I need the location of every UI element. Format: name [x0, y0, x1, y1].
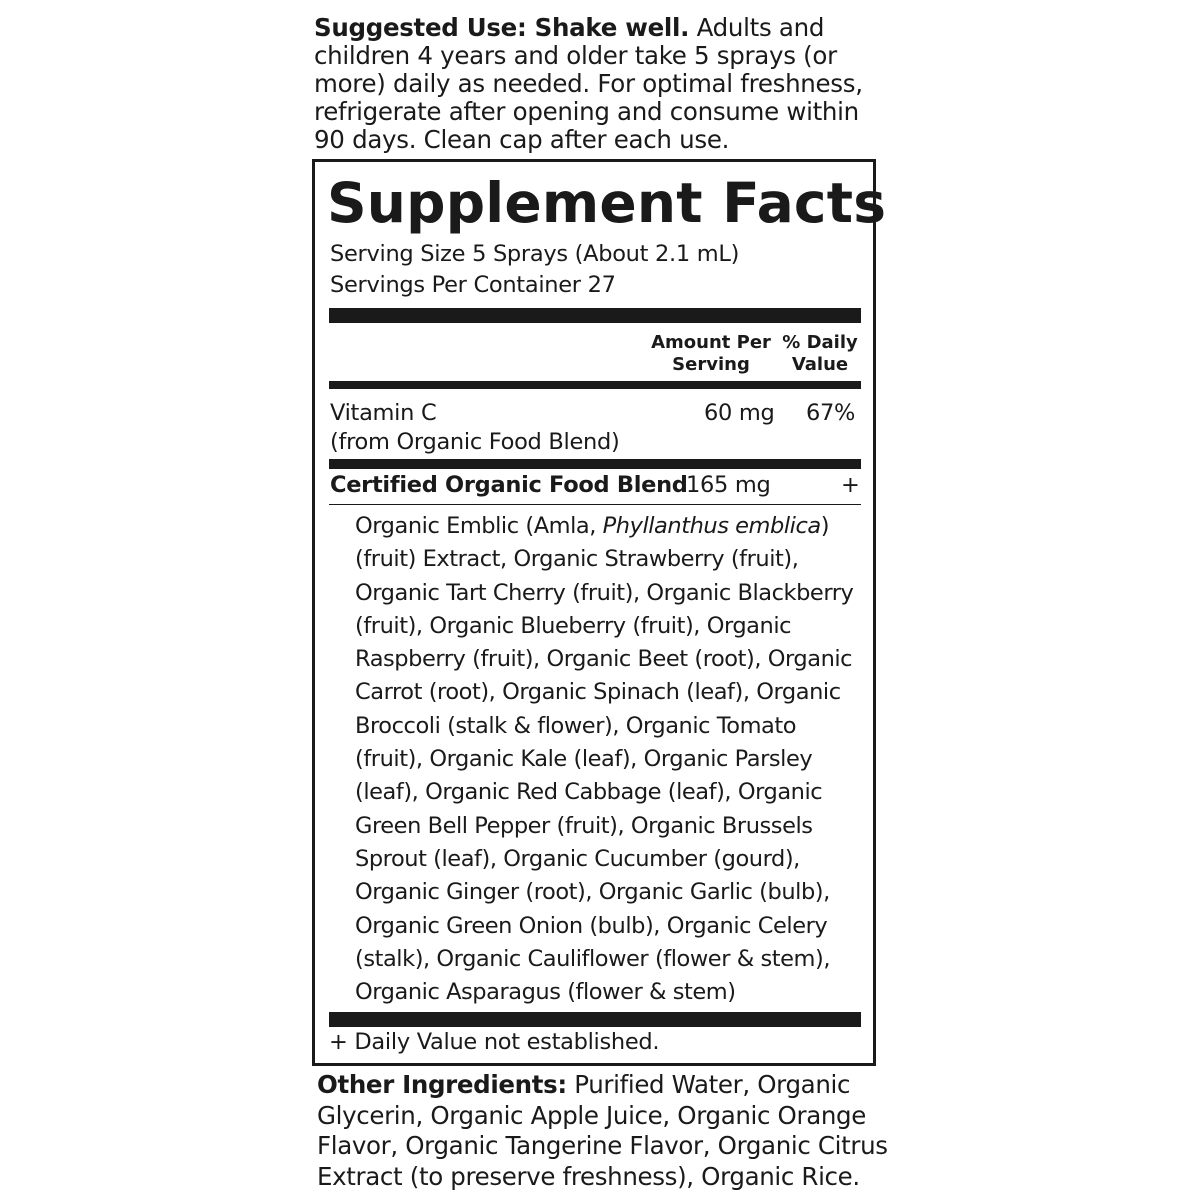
vitamin-c-name: Vitamin C — [330, 400, 437, 426]
ingredient-line: Organic Green Onion (bulb), Organic Celery — [355, 912, 828, 939]
blend-amount: 165 mg — [686, 472, 771, 498]
ingredient-line: Carrot (root), Organic Spinach (leaf), Organic — [355, 679, 841, 706]
ingredient-line: Organic Ginger (root), Organic Garlic (bulb), — [355, 879, 830, 906]
footnote: + Daily Value not established. — [329, 1029, 660, 1055]
col-header-amount — [648, 332, 774, 376]
vitamin-c-dv: 67% — [806, 400, 856, 426]
supplement-facts-panel — [312, 159, 887, 1066]
serving-size: Serving Size 5 Sprays (About 2.1 mL) — [330, 241, 740, 267]
vitamin-c-amount: 60 mg — [704, 400, 775, 426]
ingredient-line: (fruit) Extract, Organic Strawberry (fruit), — [355, 546, 799, 573]
col-header-amount-line1: Amount Per — [651, 332, 771, 353]
other-ingredients-line: Flavor, Organic Tangerine Flavor, Organic Citrus — [317, 1131, 888, 1160]
ingredient-line: Green Bell Pepper (fruit), Organic Brussels — [355, 812, 813, 839]
blend-ingredients — [355, 510, 865, 1009]
thick-divider-top — [329, 308, 861, 323]
other-ingredients — [317, 1070, 887, 1192]
blend-divider — [329, 504, 861, 505]
other-ingredients-line: Glycerin, Organic Apple Juice, Organic Orange — [317, 1100, 866, 1130]
suggested-use — [314, 14, 884, 154]
ingredient-line: (stalk), Organic Cauliflower (flower & stem), — [355, 945, 831, 972]
panel-title: Supplement Facts — [327, 171, 887, 235]
blend-dv: + — [841, 472, 860, 498]
ingredient-line: Raspberry (fruit), Organic Beet (root), Organic — [355, 646, 853, 673]
thick-divider-bottom — [329, 1012, 861, 1027]
ingredient-line-text: Organic Emblic (Amla, — [355, 513, 603, 539]
ingredient-line: Sprout (leaf), Organic Cucumber (gourd), — [355, 845, 800, 872]
latin-name: Phyllanthus emblica — [602, 513, 821, 539]
col-header-amount-line2: Serving — [672, 354, 750, 375]
ingredient-line — [355, 510, 865, 543]
thick-divider-middle — [329, 459, 861, 469]
servings-per-container: Servings Per Container 27 — [330, 272, 616, 298]
medium-divider — [329, 381, 861, 389]
ingredient-line: (fruit), Organic Kale (leaf), Organic Parsley — [355, 746, 813, 773]
other-ingredients-line — [317, 1070, 887, 1101]
other-ingredients-text: Purified Water, Organic — [566, 1070, 851, 1099]
other-ingredients-label: Other Ingredients: — [317, 1070, 567, 1099]
latin-close: ) — [820, 513, 830, 539]
blend-name: Certified Organic Food Blend — [330, 472, 688, 498]
suggested-use-label: Suggested Use: Shake well. — [314, 13, 690, 42]
ingredient-line: Organic Asparagus (flower & stem) — [355, 979, 736, 1006]
vitamin-c-source: (from Organic Food Blend) — [330, 429, 620, 455]
col-header-dv — [777, 332, 863, 376]
ingredient-line: Broccoli (stalk & flower), Organic Tomato — [355, 712, 797, 739]
suggested-use-text: Adults and children 4 years and older take 5 sprays (or more) daily as needed. For optimal freshness, refrigerate after opening and consume within 90 days. Clean cap after each use. — [314, 13, 863, 154]
other-ingredients-line: Extract (to preserve freshness), Organic Rice. — [317, 1161, 860, 1191]
ingredient-line: (fruit), Organic Blueberry (fruit), Organic — [355, 612, 792, 639]
ingredient-line: (leaf), Organic Red Cabbage (leaf), Organic — [355, 779, 823, 806]
col-header-dv-line2: Value — [791, 354, 849, 375]
ingredient-line: Organic Tart Cherry (fruit), Organic Blackberry — [355, 579, 854, 606]
col-header-dv-line1: % Daily — [782, 332, 858, 353]
